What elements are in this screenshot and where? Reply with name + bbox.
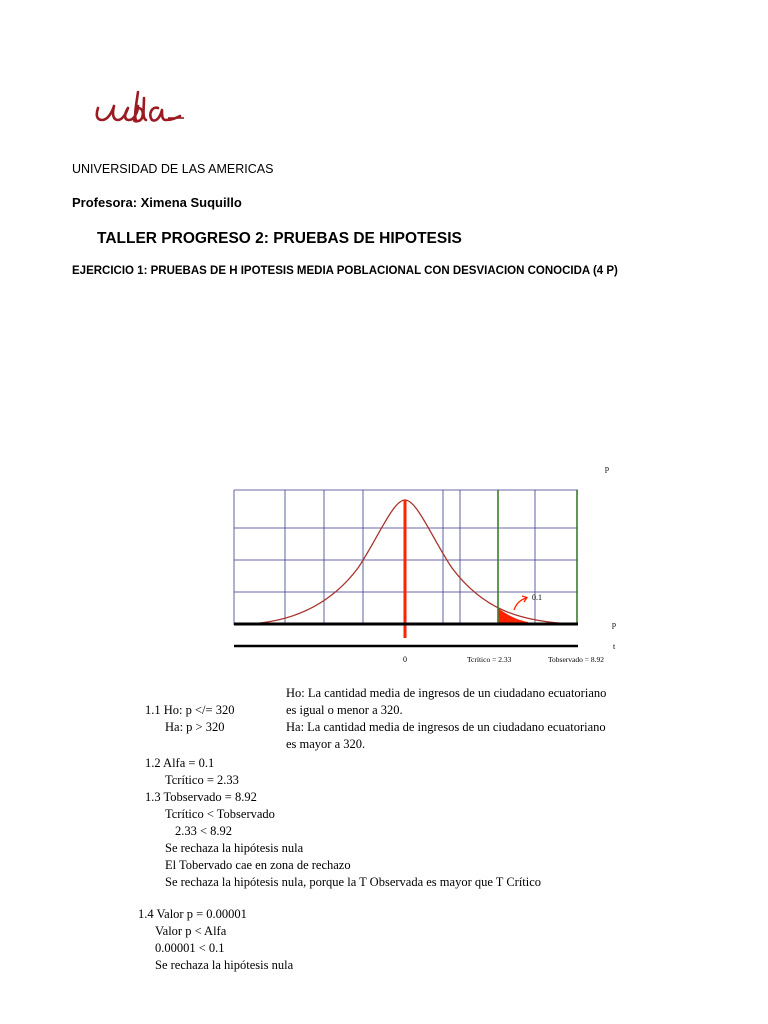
normal-curve [248,500,574,624]
observed-label: Tobservado = 8.92 [548,655,604,664]
ho-description-2: es igual o menor a 320. [286,703,403,717]
normal-distribution-chart [228,458,628,668]
alpha-arrow [514,598,526,610]
axis-label-p: p [612,620,616,629]
ha-description-1: Ha: La cantidad media de ingresos de un ciudadano ecuatoriano [286,720,606,734]
tobservado-line: 1.3 Tobservado = 8.92 [145,790,257,804]
ha-description-2: es mayor a 320. [286,737,366,751]
critical-label: Tcrítico = 2.33 [467,655,512,664]
university-name: UNIVERSIDAD DE LAS AMERICAS [72,162,274,176]
rejection-zone-line: El Tobervado cae en zona de rechazo [165,858,351,872]
pvalue-comparison: Valor p < Alfa [155,924,227,938]
ha-statement: Ha: p > 320 [165,720,225,734]
tcritico-line: Tcrítico = 2.33 [165,773,239,787]
page-title: TALLER PROGRESO 2: PRUEBAS DE HIPOTESIS [97,230,462,247]
reject-reason-line: Se rechaza la hipótesis nula, porque la T Observada es mayor que T Crítico [165,875,542,889]
ho-description-1: Ho: La cantidad media de ingresos de un ciudadano ecuatoriano [286,686,607,700]
comparison-values: 2.33 < 8.92 [175,824,233,838]
axis-label-p-top: p [605,464,609,473]
alpha-line: 1.2 Alfa = 0.1 [145,756,215,770]
pvalue-conclusion: Se rechaza la hipótesis nula [155,958,294,972]
udla-logo [72,78,194,142]
axis-label-t: t [613,642,616,651]
exercise-heading: EJERCICIO 1: PRUEBAS DE H IPOTESIS MEDIA POBLACIONAL CON DESVIACION CONOCIDA (4 P) [72,265,618,277]
professor-name: Profesora: Ximena Suquillo [72,195,242,210]
comparison-line: Tcrítico < Tobservado [165,807,275,821]
reject-line-1: Se rechaza la hipótesis nula [165,841,304,855]
h0-statement: 1.1 Ho: p </= 320 [145,703,235,717]
center-label: 0 [403,655,407,664]
alpha-label: 0.1 [532,593,542,602]
pvalue-line: 1.4 Valor p = 0.00001 [138,907,247,921]
pvalue-values: 0.00001 < 0.1 [155,941,225,955]
